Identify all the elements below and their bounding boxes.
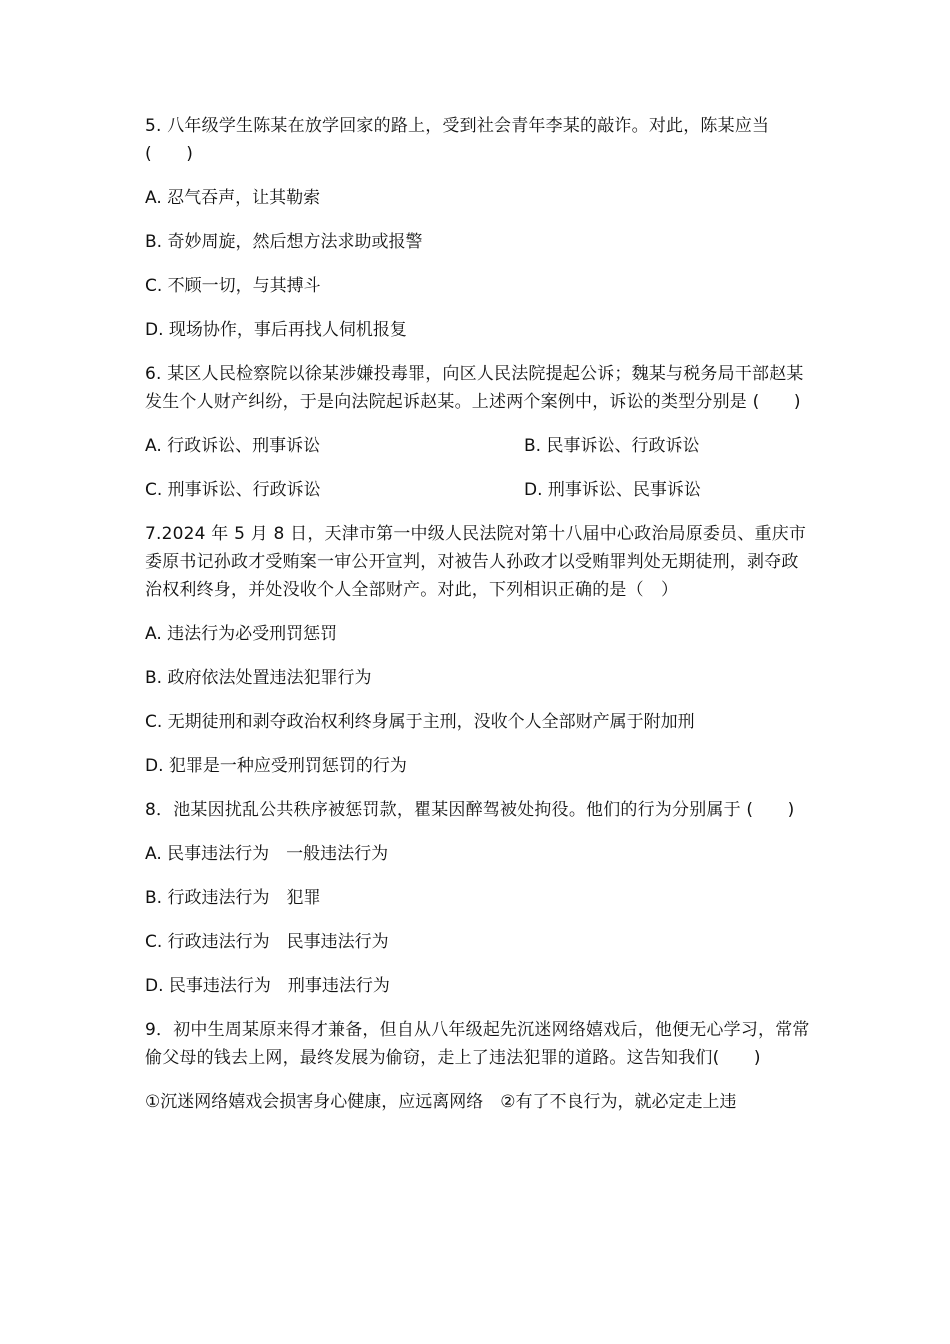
question-8-option-a: A. 民事违法行为 一般违法行为: [145, 844, 389, 864]
question-8-option-c: C. 行政违法行为 民事违法行为: [145, 932, 389, 952]
question-7-option-a: A. 违法行为必受刑罚惩罚: [145, 624, 338, 644]
question-7-option-b: B. 政府依法处置违法犯罪行为: [145, 668, 372, 688]
question-6-options-row-1: [145, 432, 810, 460]
question-6-options-row-2: [145, 476, 810, 504]
question-6-option-a: A. 行政诉讼、刑事诉讼: [145, 436, 321, 456]
question-5-stem: 5. 八年级学生陈某在放学回家的路上，受到社会青年李某的敲诈。对此，陈某应当 ( ): [145, 116, 770, 164]
question-7-option-c: C. 无期徒刑和剥夺政治权利终身属于主刑，没收个人全部财产属于附加刑: [145, 712, 695, 732]
question-9-statements: ①沉迷网络嬉戏会损害身心健康，应远离网络 ②有了不良行为，就必定走上违: [145, 1092, 737, 1112]
question-6-stem: 6. 某区人民检察院以徐某涉嫌投毒罪，向区人民法院提起公诉；魏某与税务局干部赵某发生个人财产纠纷，于是向法院起诉赵某。上述两个案例中，诉讼的类型分别是 ( ): [145, 364, 804, 412]
question-5-option-c: C. 不顾一切，与其搏斗: [145, 276, 321, 296]
question-8-option-d: D. 民事违法行为 刑事违法行为: [145, 976, 390, 996]
question-6-option-d: D. 刑事诉讼、民事诉讼: [524, 480, 701, 500]
question-5-option-d: D. 现场协作，事后再找人伺机报复: [145, 320, 407, 340]
question-7-stem: 7.2024 年 5 月 8 日，天津市第一中级人民法院对第十八届中心政治局原委员、重庆市委原书记孙政才受贿案一审公开宣判，对被告人孙政才以受贿罪判处无期徒刑，剥夺政治权利终身，并处没收个人全部财产。对此，下列相识正确的是（ ）: [145, 524, 807, 600]
question-7-option-d: D. 犯罪是一种应受刑罚惩罚的行为: [145, 756, 407, 776]
question-5-option-b: B. 奇妙周旋，然后想方法求助或报警: [145, 232, 423, 252]
question-6-option-c: C. 刑事诉讼、行政诉讼: [145, 480, 321, 500]
question-8-stem: 8．池某因扰乱公共秩序被惩罚款，瞿某因醉驾被处拘役。他们的行为分别属于 ( ): [145, 800, 795, 820]
question-5-option-a: A. 忍气吞声，让其勒索: [145, 188, 321, 208]
question-list: [145, 112, 810, 1116]
question-9-stem: 9．初中生周某原来得才兼备，但自从八年级起先沉迷网络嬉戏后，他便无心学习，常常偷父母的钱去上网，最终发展为偷窃，走上了违法犯罪的道路。这告知我们( ): [145, 1020, 810, 1068]
question-6-option-b: B. 民事诉讼、行政诉讼: [524, 436, 700, 456]
question-8-option-b: B. 行政违法行为 犯罪: [145, 888, 321, 908]
